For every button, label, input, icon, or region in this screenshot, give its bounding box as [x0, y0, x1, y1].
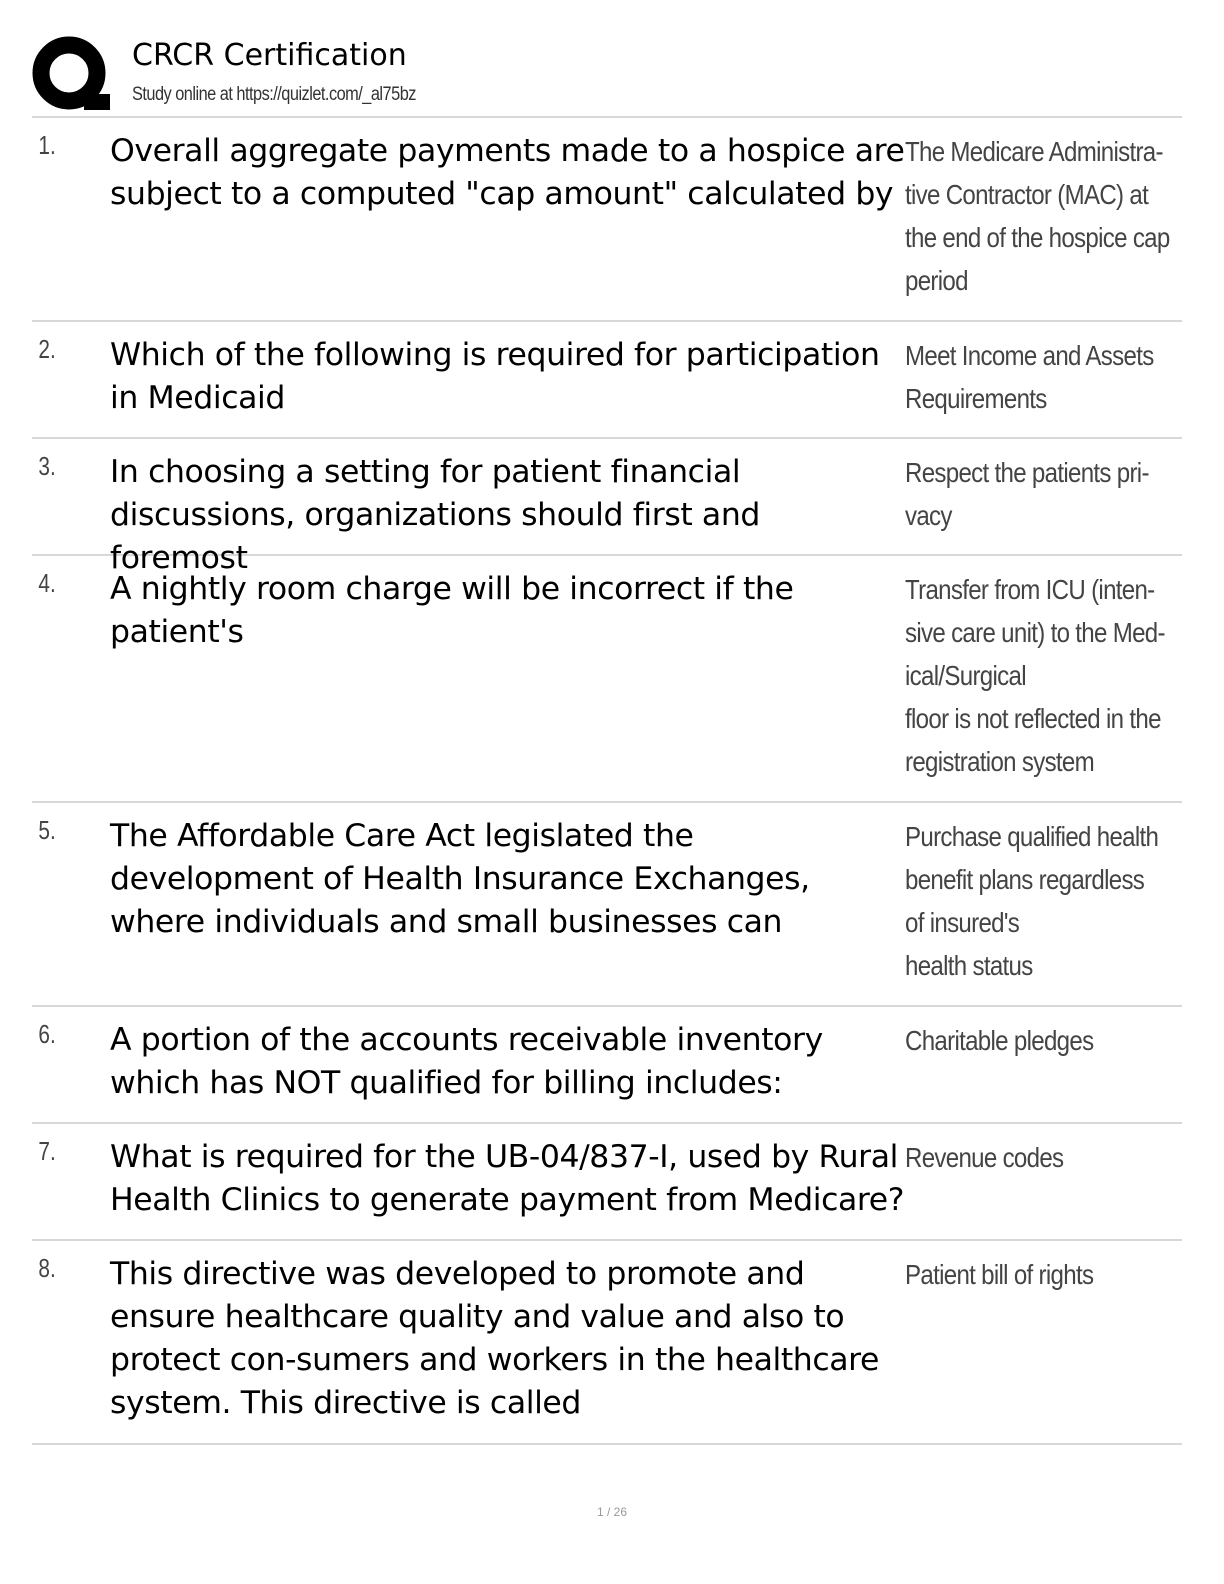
card-answer-line: sive care unit) to the Med-	[905, 617, 1165, 648]
page-title: CRCR Certification	[132, 38, 407, 73]
flashcard-list	[32, 118, 1182, 1445]
card-answer-line: vacy	[905, 500, 952, 531]
card-answer	[905, 568, 1165, 801]
flashcard-row	[32, 1241, 1182, 1445]
card-question: Which of the following is required for participation in Medicaid	[110, 337, 880, 416]
card-answer-line: Purchase qualified health	[905, 821, 1159, 852]
card-answer-line: Revenue codes	[905, 1142, 1064, 1173]
card-number: 6.	[38, 1019, 56, 1049]
card-answer-line: Requirements	[905, 383, 1047, 414]
card-answer-line: ical/Surgical	[905, 660, 1026, 691]
card-answer-line: health status	[905, 950, 1033, 981]
card-answer-line: Respect the patients pri-	[905, 457, 1149, 488]
page-number: 1 / 26	[596, 1505, 628, 1519]
card-number: 7.	[38, 1136, 56, 1166]
card-answer	[905, 130, 1170, 320]
card-answer	[905, 1019, 1143, 1122]
flashcard-row	[32, 118, 1182, 322]
card-number: 4.	[38, 568, 56, 598]
card-number: 2.	[38, 334, 56, 364]
card-question: Overall aggregate payments made to a hospice are subject to a computed "cap amount" calculated by	[110, 133, 905, 212]
card-answer-line: Charitable pledges	[905, 1025, 1094, 1056]
card-number: 3.	[38, 451, 56, 481]
page-header	[32, 28, 1182, 114]
card-answer-line: of insured's	[905, 907, 1020, 938]
flashcard-row	[32, 439, 1182, 576]
card-question: A portion of the accounts receivable inventory which has NOT qualified for billing includes:	[110, 1022, 823, 1101]
card-answer	[905, 334, 1154, 437]
card-answer	[905, 1253, 1143, 1443]
card-answer-line: tive Contractor (MAC) at	[905, 179, 1149, 210]
card-question: What is required for the UB-04/837-I, used by Rural Health Clinics to generate payment from Medicare?	[110, 1139, 905, 1218]
card-number: 5.	[38, 815, 56, 845]
card-answer	[905, 1136, 1143, 1239]
quizlet-logo-icon	[32, 36, 112, 116]
card-answer	[905, 451, 1149, 554]
card-answer-line: registration system	[905, 746, 1094, 777]
flashcard-row	[32, 322, 1182, 439]
flashcard-row	[32, 803, 1182, 1007]
card-answer-line: Meet Income and Assets	[905, 340, 1154, 371]
card-question: This directive was developed to promote and ensure healthcare quality and value and also to protect con-sumers and workers in the healthcare system. This directive is called	[110, 1256, 880, 1421]
card-number: 8.	[38, 1253, 56, 1283]
card-answer-line: the end of the hospice cap	[905, 222, 1170, 253]
card-question: A nightly room charge will be incorrect if the patient's	[110, 571, 794, 650]
card-answer-line: period	[905, 265, 968, 296]
card-question: In choosing a setting for patient financial discussions, organizations should first and foremost	[110, 454, 760, 576]
card-answer-line: The Medicare Administra-	[905, 136, 1163, 167]
flashcard-row	[32, 1007, 1182, 1124]
card-answer	[905, 815, 1159, 1005]
flashcard-row	[32, 1124, 1182, 1241]
card-question: The Affordable Care Act legislated the development of Health Insurance Exchanges, where individuals and small businesses can	[110, 818, 810, 940]
card-answer-line: Patient bill of rights	[905, 1259, 1094, 1290]
card-answer-line: Transfer from ICU (inten-	[905, 574, 1155, 605]
flashcard-row	[32, 556, 1182, 803]
card-answer-line: benefit plans regardless	[905, 864, 1145, 895]
card-number: 1.	[38, 130, 56, 160]
card-answer-line: floor is not reflected in the	[905, 703, 1161, 734]
study-online-link[interactable]: Study online at https://quizlet.com/_al75bz	[132, 84, 416, 105]
